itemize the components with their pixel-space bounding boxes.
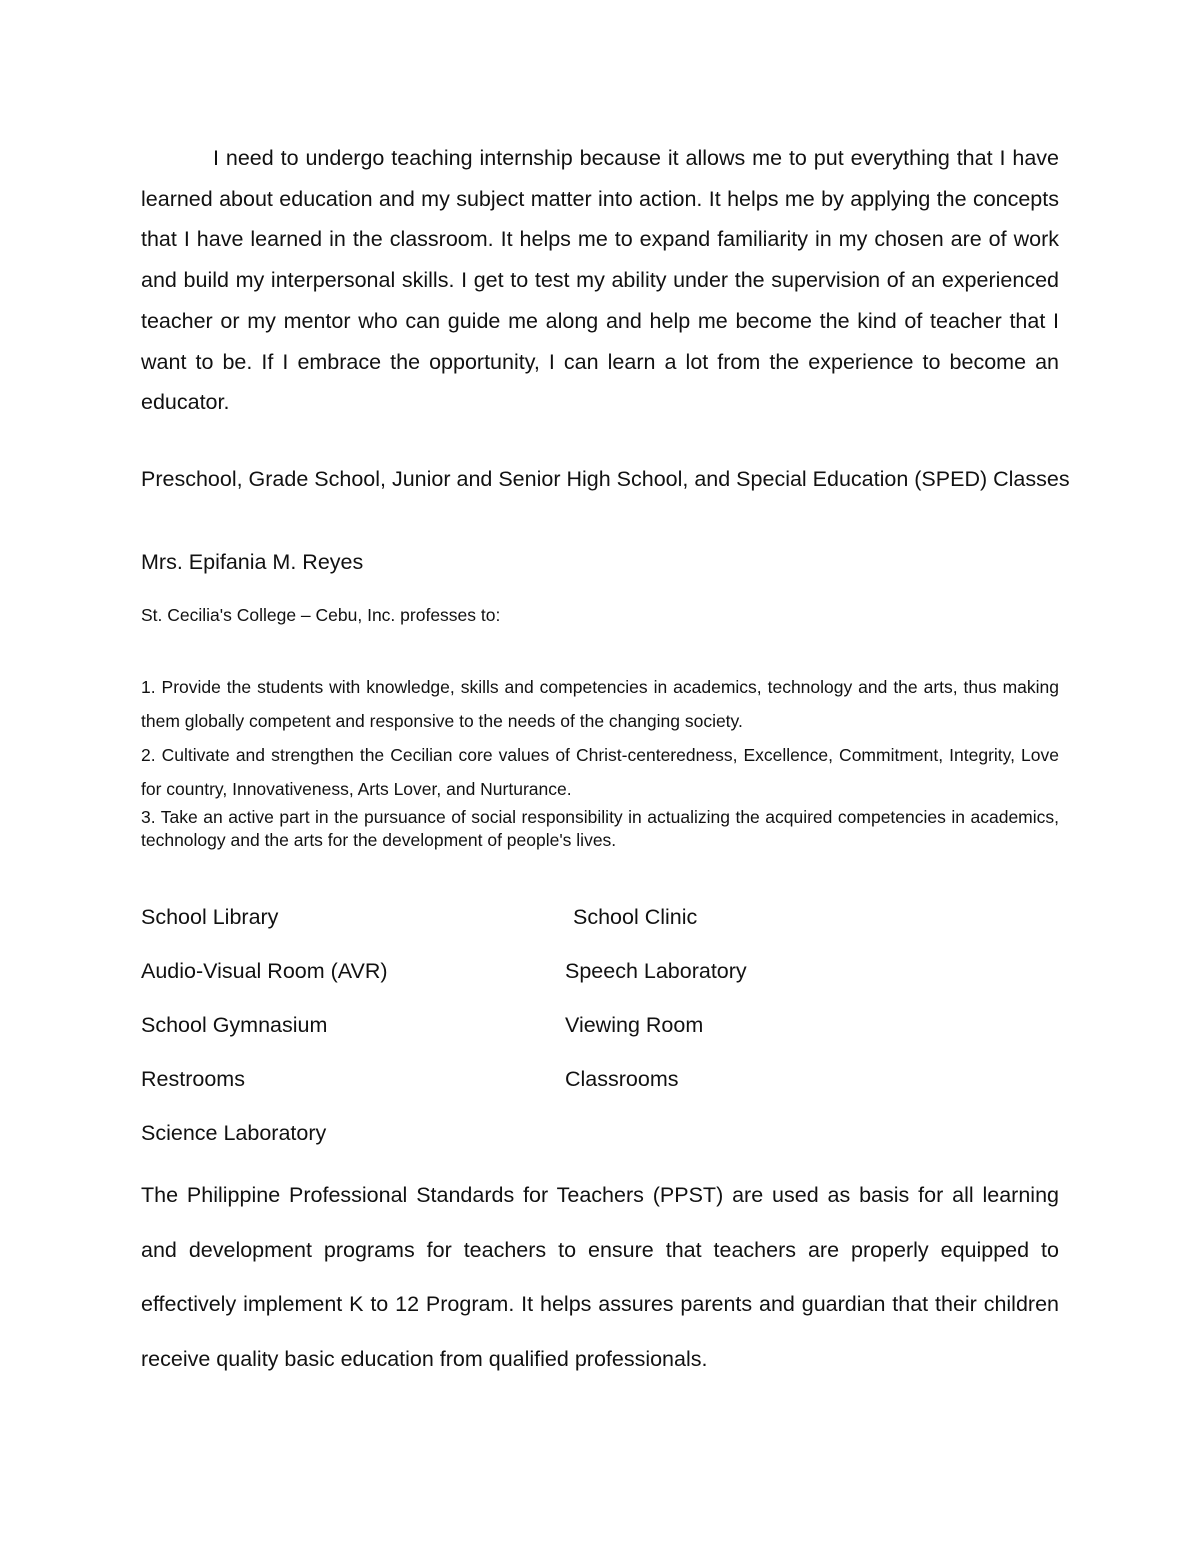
- ppst-paragraph: The Philippine Professional Standards for Teachers (PPST) are used as basis for all learning and development programs for teachers to ensure that teachers are properly equipped to effectively implement K to 12 Program. It helps assures parents and guardian that their children receive quality basic education from qualified professionals.: [141, 1183, 1059, 1371]
- facility-item: School Library: [141, 905, 279, 929]
- facility-item: Speech Laboratory: [565, 959, 747, 983]
- principal-name: Mrs. Epifania M. Reyes: [141, 550, 364, 574]
- facility-item: Viewing Room: [565, 1013, 704, 1037]
- facility-item: Audio-Visual Room (AVR): [141, 959, 388, 983]
- facility-item: School Clinic: [573, 905, 698, 929]
- goals-list: [141, 670, 1059, 852]
- facility-item: Classrooms: [565, 1067, 679, 1091]
- facility-item: Science Laboratory: [141, 1121, 327, 1145]
- goal-item: 2. Cultivate and strengthen the Cecilian core values of Christ-centeredness, Excellence, Commitment, Integrity, Love for country, Innovativeness, Arts Lover, and Nurturance.: [141, 745, 1059, 799]
- facility-item: School Gymnasium: [141, 1013, 328, 1037]
- professes-intro: St. Cecilia's College – Cebu, Inc. professes to:: [141, 605, 501, 625]
- grade-levels-text: Preschool, Grade School, Junior and Senior High School, and Special Education (SPED) Classes: [141, 467, 1070, 491]
- facility-item: Restrooms: [141, 1067, 245, 1091]
- internship-paragraph: I need to undergo teaching internship because it allows me to put everything that I have learned about education and my subject matter into action. It helps me by applying the concepts that I have learned in the classroom. It helps me to expand familiarity in my chosen are of work and build my interpersonal skills. I get to test my ability under the supervision of an experienced teacher or my mentor who can guide me along and help me become the kind of teacher that I want to be. If I embrace the opportunity, I can learn a lot from the experience to become an educator.: [141, 146, 1059, 415]
- goal-item: 3. Take an active part in the pursuance of social responsibility in actualizing the acquired competencies in academics, technology and the arts for the development of people's lives.: [141, 807, 1059, 850]
- goal-item: 1. Provide the students with knowledge, skills and competencies in academics, technology and the arts, thus making them globally competent and responsive to the needs of the changing society.: [141, 677, 1059, 731]
